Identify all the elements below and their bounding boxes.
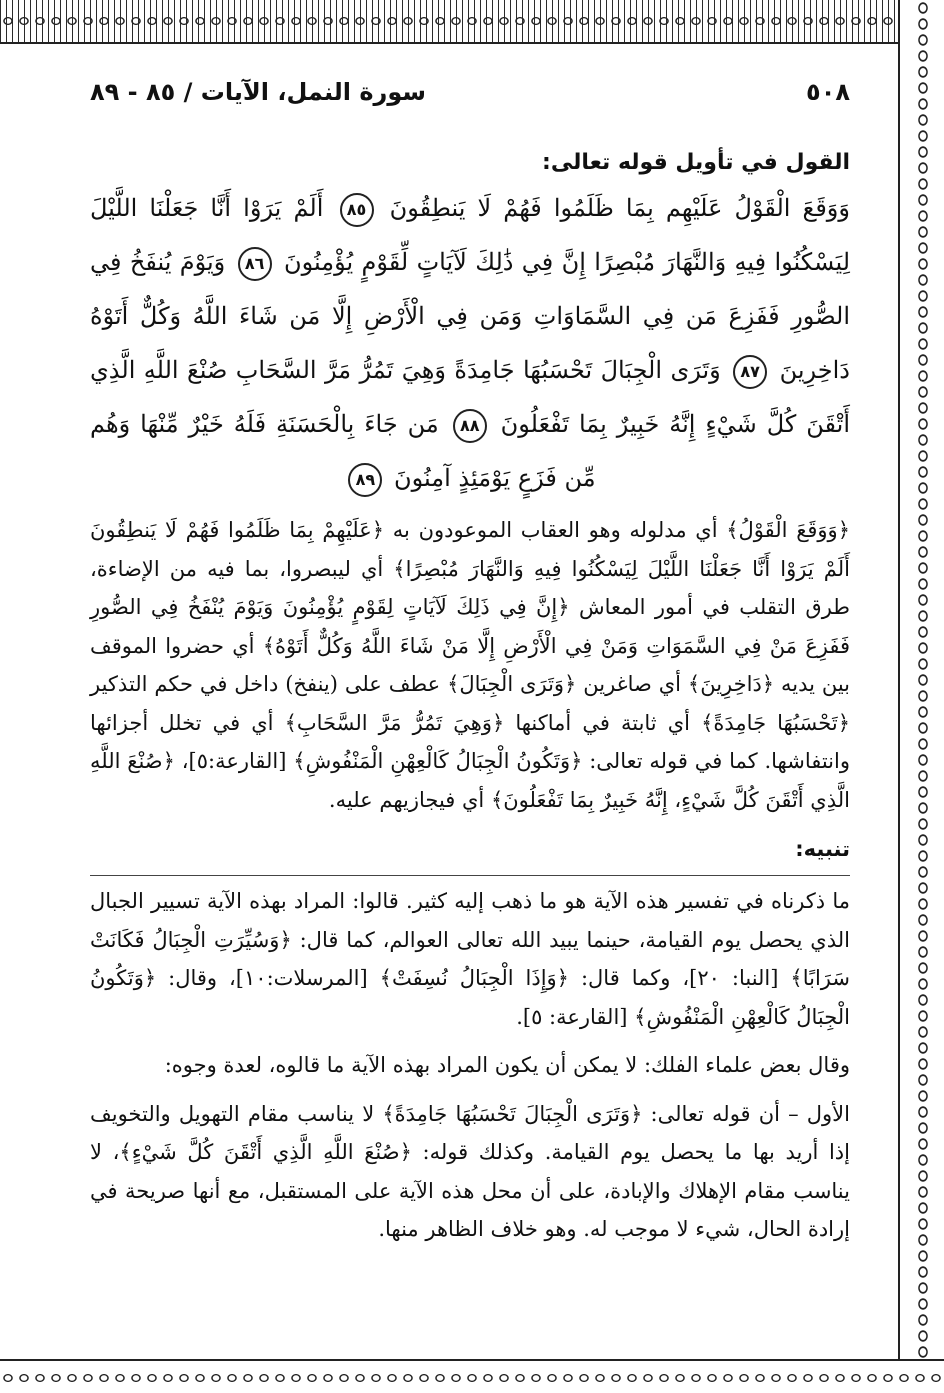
bottom-ornamental-border <box>0 1359 944 1393</box>
verse-end-marker: ٨٥ <box>340 193 374 227</box>
quran-line: وَتَرَى الْجِبَالَ تَحْسَبُهَا جَامِدَةً وَهِيَ تَمُرُّ مَرَّ السَّحَابِ صُنْعَ اللَّهِ الَّذِي أَتْقَنَ كُلَّ شَيْءٍ إِنَّهُ خَبِيرٌ بِمَا تَفْعَلُونَ <box>90 356 850 438</box>
right-ornamental-border <box>898 0 944 1393</box>
divider-line <box>90 875 850 876</box>
commentary-paragraph: ﴿وَوَقَعَ الْقَوْلُ﴾ أي مدلوله وهو العقاب الموعودون به ﴿عَلَيْهِمْ بِمَا ظَلَمُوا فَهُمْ لَا يَنطِقُونَ أَلَمْ يَرَوْا أَنَّا جَعَلْنَا اللَّيْلَ لِيَسْكُنُوا فِيهِ وَالنَّهَارَ مُبْصِرًا﴾ أي ليبصروا، بما فيه من الإضاءة، طرق التقلب في أمور المعاش ﴿إِنَّ فِي ذَلِكَ لَآيَاتٍ لِقَوْمٍ يُؤْمِنُونَ وَيَوْمَ يُنْفَخُ فِي الصُّورِ فَفَزِعَ مَنْ فِي السَّمَوَاتِ وَمَنْ فِي الْأَرْضِ إِلَّا مَنْ شَاءَ اللَّهُ وَكُلٌّ أَتَوْهُ﴾ أي حضروا الموقف بين يديه ﴿دَاخِرِينَ﴾ أي صاغرين ﴿وَتَرَى الْجِبَالَ﴾ عطف على (ينفخ) داخل في حكم التذكير ﴿تَحْسَبُهَا جَامِدَةً﴾ أي ثابتة في أماكنها ﴿وَهِيَ تَمُرُّ مَرَّ السَّحَابِ﴾ أي في تخلل أجزائها وانتفاشها. كما في قوله تعالى: ﴿وَتَكُونُ الْجِبَالُ كَالْعِهْنِ الْمَنْفُوشِ﴾ [القارعة:٥]، ﴿صُنْعَ اللَّهِ الَّذِي أَتْقَنَ كُلَّ شَيْءٍ، إِنَّهُ خَبِيرٌ بِمَا تَفْعَلُونَ﴾ أي فيجازيهم عليه. <box>90 518 851 812</box>
verse-end-marker: ٨٩ <box>348 463 382 497</box>
quran-line: أَلَمْ يَرَوْا أَنَّا جَعَلْنَا اللَّيْلَ لِيَسْكُنُوا فِيهِ وَالنَّهَارَ مُبْصِرًا إِنَّ فِي ذَٰلِكَ لَآيَاتٍ لِّقَوْمٍ يُؤْمِنُونَ <box>90 194 850 276</box>
paragraph-gap <box>90 1036 850 1046</box>
book-page <box>90 78 850 1318</box>
quran-line: وَيَوْمَ يُنفَخُ فِي الصُّورِ فَفَزِعَ مَن فِي السَّمَاوَاتِ وَمَن فِي الْأَرْضِ إِلَّا مَن شَاءَ اللَّهُ وَكُلٌّ أَتَوْهُ دَاخِرِينَ <box>90 248 850 384</box>
page-number: ٥٠٨ <box>806 78 850 106</box>
quran-line: وَوَقَعَ الْقَوْلُ عَلَيْهِم بِمَا ظَلَمُوا فَهُمْ لَا يَنطِقُونَ <box>389 194 850 222</box>
verse-end-marker: ٨٨ <box>453 409 487 443</box>
running-title: سورة النمل، الآيات / ٨٥ - ٨٩ <box>90 78 426 106</box>
paragraph-gap <box>90 1085 850 1095</box>
verse-end-marker: ٨٧ <box>733 355 767 389</box>
commentary-paragraph: ما ذكرناه في تفسير هذه الآية هو ما ذهب إليه كثير. قالوا: المراد بهذه الآية تسيير الجبال الذي يحصل يوم القيامة، حينما يبيد الله تعالى العوالم، كما قال: ﴿وَسُيِّرَتِ الْجِبَالُ فَكَانَتْ سَرَابًا﴾ [النبا: ٢٠]، وكما قال: ﴿وَإِذَا الْجِبَالُ نُسِفَتْ﴾ [المرسلات:١٠]، وقال: ﴿وَتَكُونُ الْجِبَالُ كَالْعِهْنِ الْمَنْفُوشِ﴾ [القارعة: ٥]. <box>90 889 850 1029</box>
commentary-paragraph: الأول – أن قوله تعالى: ﴿وَتَرَى الْجِبَالَ تَحْسَبُهَا جَامِدَةً﴾ لا يناسب مقام التهويل والتخويف إذا أريد بها ما يحصل يوم القيامة. وكذلك قوله: ﴿صُنْعَ اللَّهِ الَّذِي أَتْقَنَ كُلَّ شَيْءٍ﴾، لا يناسب مقام الإهلاك والإبادة، على أن محل هذه الآية على المستقبل، مع أنها صريحة في إرادة الحال، شيء لا موجب له. وهو خلاف الظاهر منها. <box>90 1101 850 1241</box>
top-ornamental-border <box>0 0 944 44</box>
page-header <box>90 78 850 126</box>
section-heading: القول في تأويل قوله تعالى: <box>542 150 850 175</box>
quran-verses-block <box>90 181 850 511</box>
quran-line: مَن جَاءَ بِالْحَسَنَةِ فَلَهُ خَيْرٌ مِّنْهَا وَهُم مِّن فَزَعٍ يَوْمَئِذٍ آمِنُونَ <box>90 410 596 492</box>
commentary-paragraph: وقال بعض علماء الفلك: لا يمكن أن يكون المراد بهذه الآية ما قالوه، لعدة وجوه: <box>164 1053 850 1077</box>
verse-end-marker: ٨٦ <box>238 247 272 281</box>
note-heading: تنبيه: <box>795 837 850 861</box>
